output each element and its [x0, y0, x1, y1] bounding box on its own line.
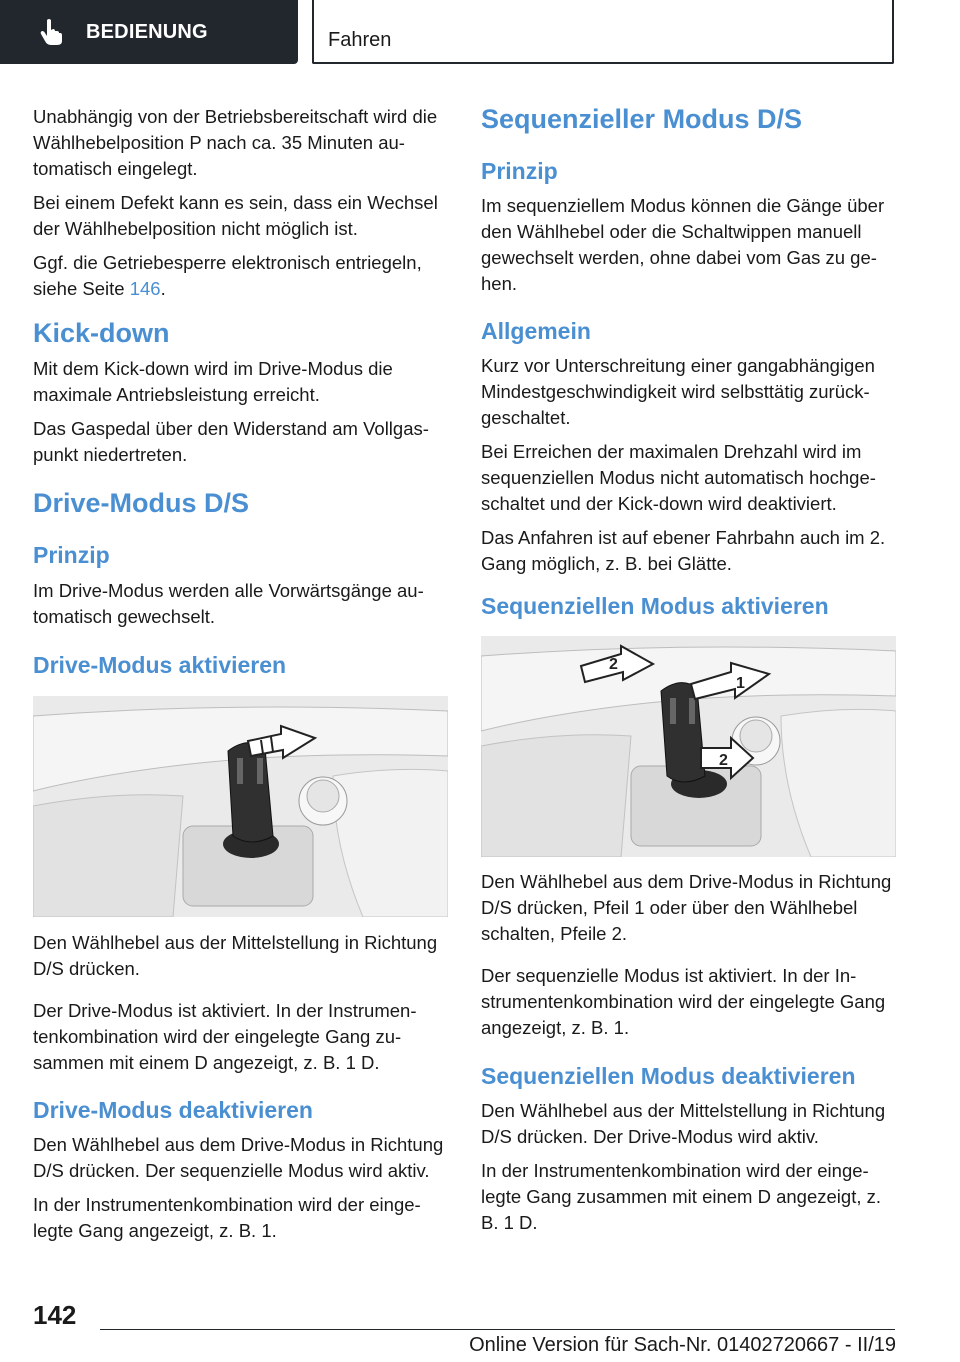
paragraph: Unabhängig von der Betriebsbereitschaft wird die Wählhebelposition P nach ca. 35 Minuten automatisch eingelegt. [33, 106, 438, 179]
paragraph: Der Drive-Modus ist aktiviert. In der Instrumentenkombination wird der eingelegte Gang zusammen mit einem D angezeigt, z. B. 1 D. [33, 1000, 417, 1073]
heading-allgemein: Allgemein [481, 318, 591, 344]
heading-kickdown: Kick-down [33, 318, 170, 348]
heading-prinzip: Prinzip [481, 158, 558, 184]
paragraph: Den Wählhebel aus der Mittelstellung in Richtung D/S drücken. [33, 932, 438, 979]
section-header [312, 0, 894, 64]
paragraph-end: . [160, 278, 166, 299]
section-title: Fahren [328, 29, 392, 51]
heading-sequential-mode: Sequenzieller Modus D/S [481, 104, 803, 134]
online-version-note: Online Version für Sach-Nr. 01402720667 - II/19 [469, 1334, 896, 1356]
heading-sequential-deactivate: Sequenziellen Modus deaktivieren [481, 1063, 856, 1089]
paragraph: In der Instrumentenkombination wird der eingelegte Gang zusammen mit einem D angezeigt, z. B. 1 D. [481, 1160, 881, 1233]
paragraph: Im Drive-Modus werden alle Vorwärtsgänge automatisch gewechselt. [33, 580, 424, 627]
hand-pointer-icon [36, 17, 66, 47]
page-number: 142 [33, 1300, 77, 1330]
paragraph: Das Anfahren ist auf ebener Fahrbahn auch im 2. Gang möglich, z. B. bei Glätte. [481, 527, 886, 574]
paragraph: Kurz vor Unterschreitung einer gangabhängigen Mindestgeschwindigkeit wird selbsttätig zurückgeschaltet. [481, 355, 875, 428]
paragraph: Bei Erreichen der maximalen Drehzahl wird im sequenziellen Modus nicht automatisch hochgeschaltet und der Kick-down wird deaktiviert. [481, 441, 876, 514]
heading-drive-deactivate: Drive-Modus deaktivieren [33, 1097, 313, 1123]
chapter-tab[interactable] [0, 0, 298, 64]
heading-drive-mode: Drive-Modus D/S [33, 488, 250, 518]
paragraph: In der Instrumentenkombination wird der eingelegte Gang angezeigt, z. B. 1. [33, 1194, 421, 1241]
arrow-label-2-top: 2 [609, 656, 618, 673]
paragraph: Im sequenziellem Modus können die Gänge über den Wählhebel oder die Schaltwippen manuell gewechselt werden, ohne dabei vom Gas zu gehen. [481, 195, 885, 294]
paragraph: Den Wählhebel aus der Mittelstellung in Richtung D/S drücken. Der Drive-Modus wird aktiv. [481, 1100, 886, 1147]
heading-sequential-activate: Sequenziellen Modus aktivieren [481, 593, 829, 619]
gear-selector-illustration [33, 696, 448, 917]
arrow-label-2-bottom: 2 [719, 752, 728, 769]
paragraph: Mit dem Kick-down wird im Drive-Modus die maximale Antriebsleistung erreicht. [33, 358, 393, 405]
paragraph: Das Gaspedal über den Widerstand am Vollgaspunkt niedertreten. [33, 418, 429, 465]
arrow-label-1: 1 [736, 675, 745, 692]
page-link[interactable]: 146 [129, 278, 161, 299]
paragraph: Den Wählhebel aus dem Drive-Modus in Richtung D/S drücken. Der sequenzielle Modus wird aktiv. [33, 1134, 444, 1181]
paragraph: Bei einem Defekt kann es sein, dass ein Wechsel der Wählhebelposition nicht möglich ist. [33, 192, 438, 239]
paragraph-text: Ggf. die Getriebesperre elektronisch entriegeln, siehe Seite [33, 252, 422, 299]
heading-drive-activate: Drive-Modus aktivieren [33, 652, 287, 678]
heading-prinzip: Prinzip [33, 542, 110, 568]
paragraph: Den Wählhebel aus dem Drive-Modus in Richtung D/S drücken, Pfeil 1 oder über den Wählhebel schalten, Pfeile 2. [481, 871, 892, 944]
gear-selector-illustration-sequential [481, 636, 896, 857]
chapter-label: BEDIENUNG [86, 20, 208, 43]
paragraph-with-page-link [33, 250, 449, 302]
footer-divider [100, 1329, 895, 1330]
paragraph: Der sequenzielle Modus ist aktiviert. In der Instrumentenkombination wird der eingelegte Gang angezeigt, z. B. 1. [481, 965, 886, 1038]
